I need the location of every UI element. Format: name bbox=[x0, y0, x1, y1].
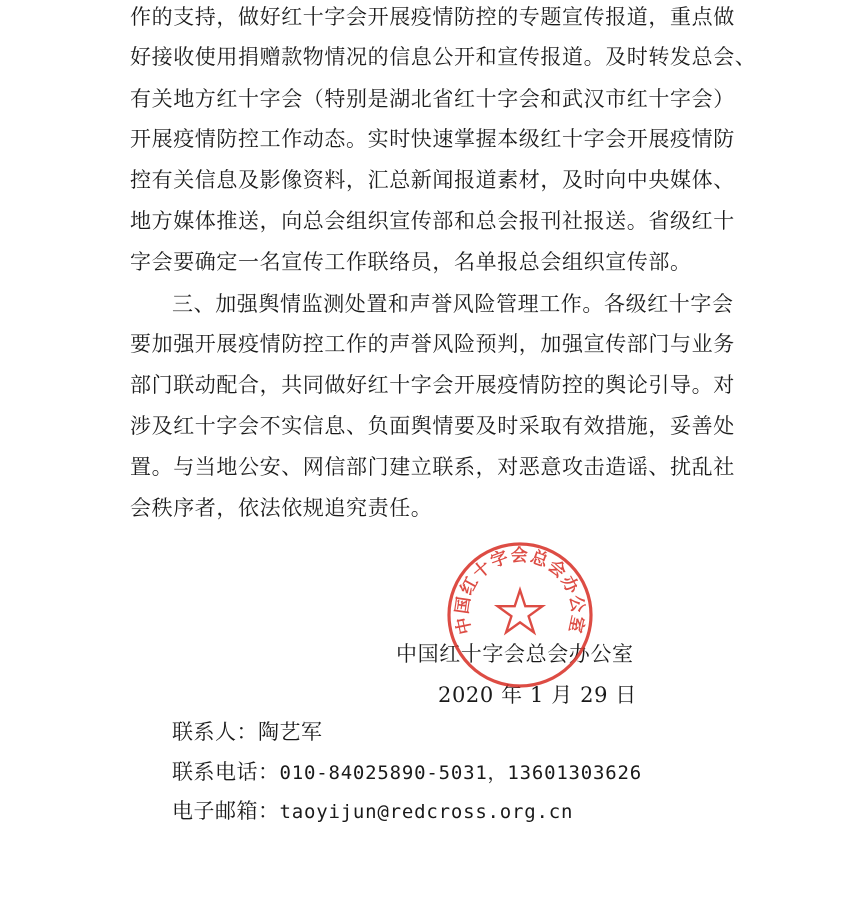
text-line: 控有关信息及影像资料，汇总新闻报道素材，及时向中央媒体、 bbox=[130, 168, 735, 192]
text-line: 有关地方红十字会（特别是湖北省红十字会和武汉市红十字会） bbox=[130, 87, 735, 111]
text-line: 涉及红十字会不实信息、负面舆情要及时采取有效措施，妥善处 bbox=[130, 414, 735, 438]
contact-phone-value: 010-84025890-5031，13601303626 bbox=[279, 762, 642, 784]
text-line: 开展疫情防控工作动态。实时快速掌握本级红十字会开展疫情防 bbox=[130, 127, 735, 151]
seal-star-icon bbox=[498, 590, 543, 632]
text-line: 置。与当地公安、网信部门建立联系，对恶意攻击造谣、扰乱社 bbox=[130, 455, 735, 479]
contact-person-label: 联系人： bbox=[172, 720, 258, 744]
text-line: 三、加强舆情监测处置和声誉风险管理工作。各级红十字会 bbox=[172, 292, 734, 316]
text-line: 部门联动配合，共同做好红十字会开展疫情防控的舆论引导。对 bbox=[130, 373, 735, 397]
contact-email-value[interactable]: taoyijun@redcross.org.cn bbox=[279, 801, 574, 823]
contact-email-label: 电子邮箱： bbox=[172, 799, 280, 823]
text-line: 会秩序者，依法依规追究责任。 bbox=[130, 496, 433, 520]
text-line: 作的支持，做好红十字会开展疫情防控的专题宣传报道，重点做 bbox=[130, 5, 735, 29]
contact-phone-label: 联系电话： bbox=[172, 760, 280, 784]
signature-office: 中国红十字会总会办公室 bbox=[396, 642, 634, 666]
signature-date: 2020 年 1 月 29 日 bbox=[438, 683, 637, 707]
text-line: 字会要确定一名宣传工作联络员，名单报总会组织宣传部。 bbox=[130, 250, 692, 274]
text-line: 地方媒体推送，向总会组织宣传部和总会报刊社报送。省级红十 bbox=[130, 209, 735, 233]
contact-person-value: 陶艺军 bbox=[258, 720, 323, 744]
text-line: 好接收使用捐赠款物情况的信息公开和宣传报道。及时转发总会、 bbox=[130, 45, 757, 69]
text-line: 要加强开展疫情防控工作的声誉风险预判，加强宣传部门与业务 bbox=[130, 332, 735, 356]
seal-text: 中国红十字会总会办公室 bbox=[452, 545, 588, 637]
contact-person bbox=[172, 717, 323, 747]
official-seal bbox=[445, 540, 595, 690]
contact-email bbox=[172, 796, 573, 827]
contact-phone bbox=[172, 757, 642, 788]
